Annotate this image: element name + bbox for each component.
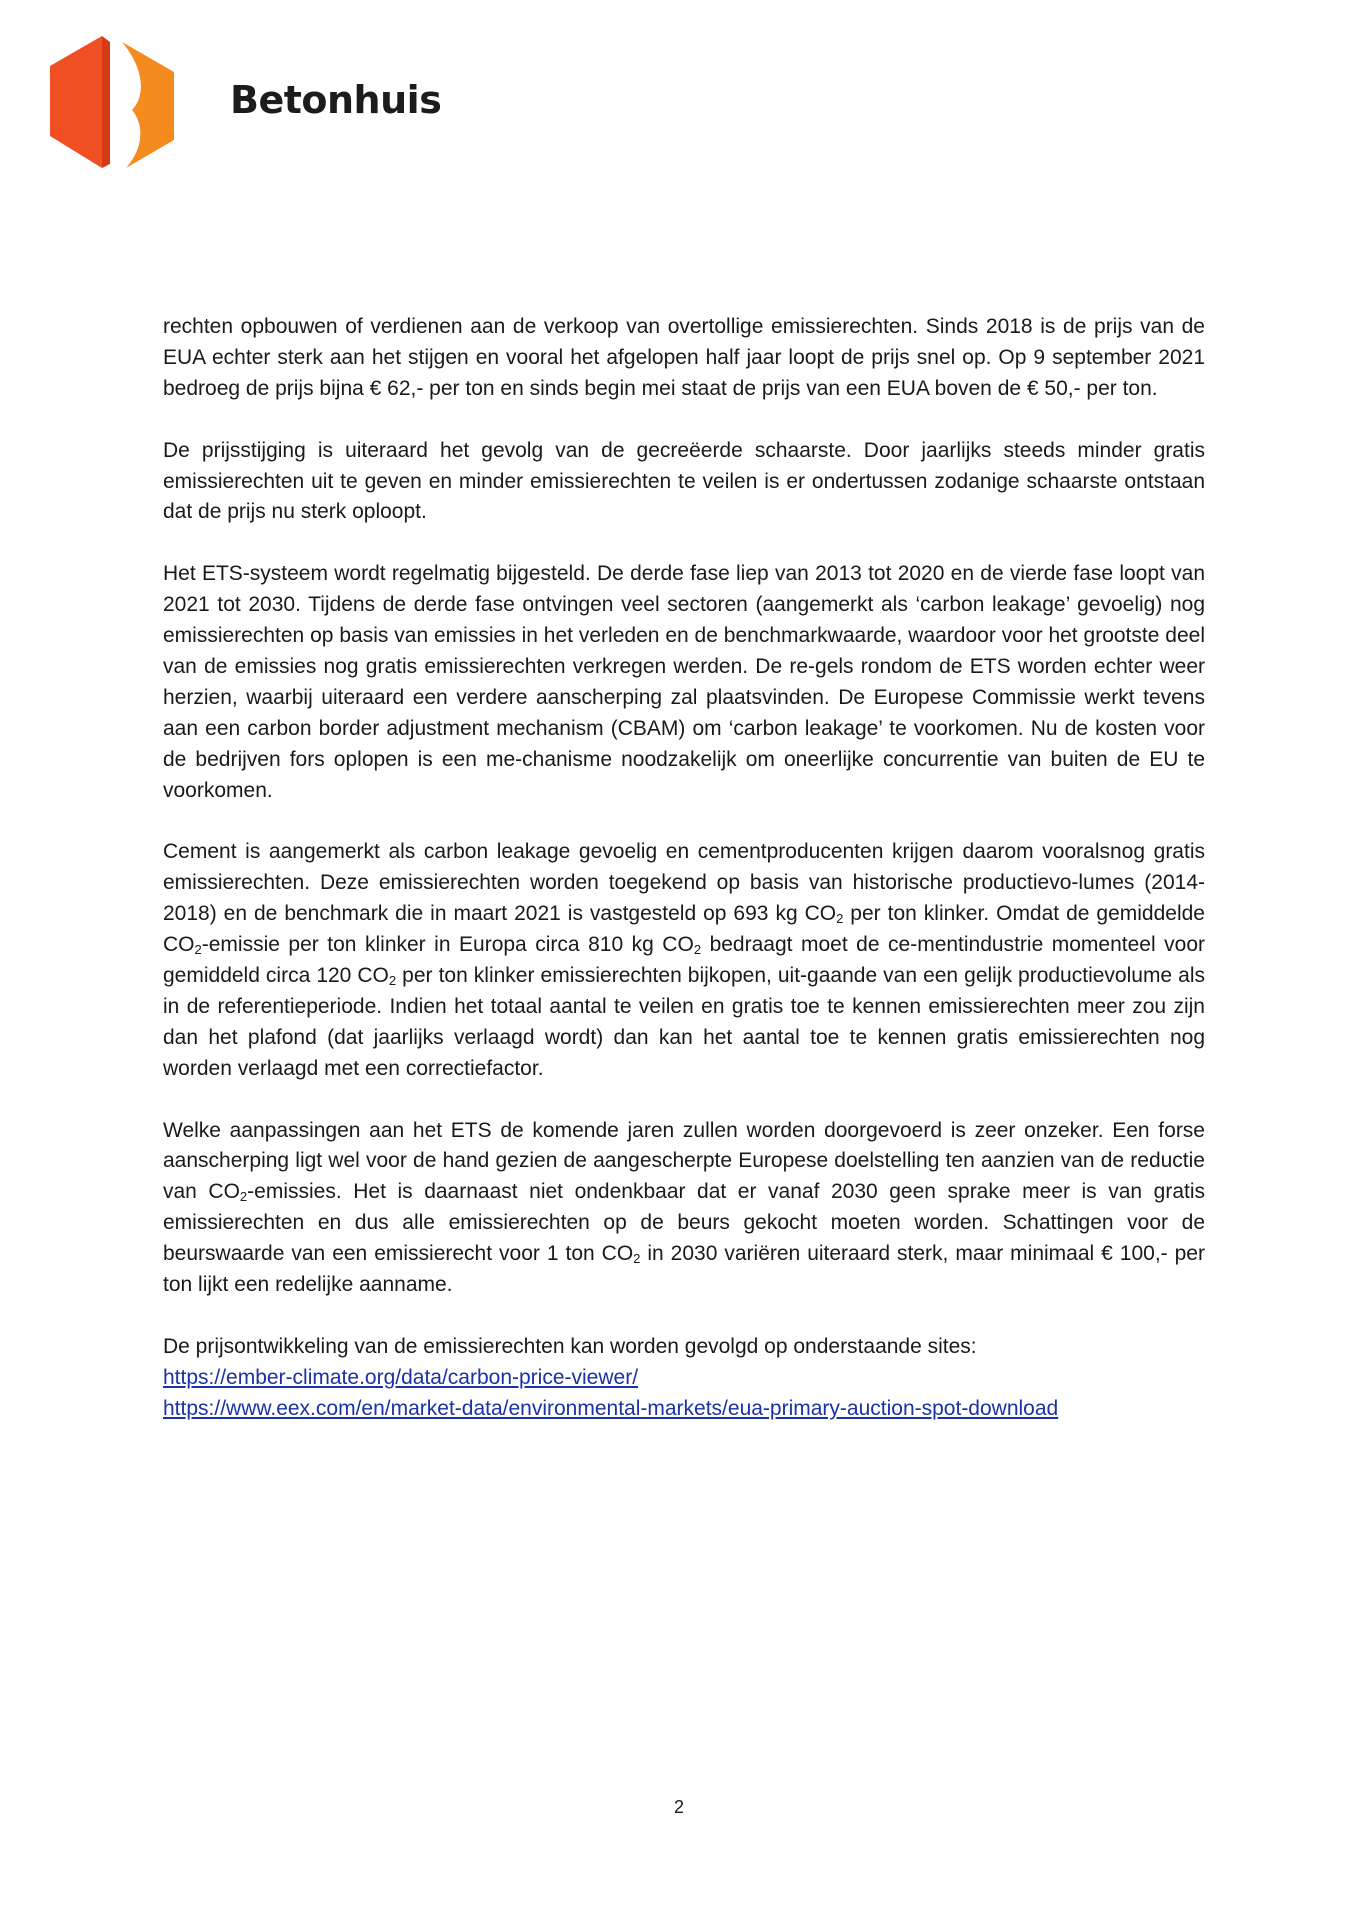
paragraph-1: rechten opbouwen of verdienen aan de verkoop van overtollige emissierechten. Sinds 2018 is de prijs van de EUA echter sterk aan het stijgen en vooral het afgelopen half jaar loopt de prijs snel op. Op 9 september 2021 bedroeg de prijs bijna € 62,- per ton en sinds begin mei staat de prijs van een EUA boven de € 50,- per ton. [163,315,1205,400]
link-ember-carbon-price-viewer[interactable]: https://ember-climate.org/data/carbon-price-viewer/ [163,1365,639,1389]
brand-name: Betonhuis [230,78,442,122]
paragraph-3: Het ETS-systeem wordt regelmatig bijgesteld. De derde fase liep van 2013 tot 2020 en de vierde fase loopt van 2021 tot 2030. Tijdens de derde fase ontvingen veel sectoren (aangemerkt als ‘carbon leakage’ gevoelig) nog emissierechten op basis van emissies in het verleden en de benchmarkwaarde, waardoor voor het grootste deel van de emissies nog gratis emissierechten verkregen werden. De re-gels rondom de ETS worden echter weer herzien, waarbij uiteraard een verdere aanscherping zal plaatsvinden. De Europese Commissie werkt tevens aan een carbon border adjustment mechanism (CBAM) om ‘carbon leakage’ te voorkomen. Nu de kosten voor de bedrijven fors oplopen is een me-chanisme noodzakelijk om oneerlijke concurrentie van buiten de EU te voorkomen. [163,562,1205,802]
links-intro: De prijsontwikkeling van de emissierechten kan worden gevolgd op onderstaande sites: [163,1334,977,1358]
paragraph-4: Cement is aangemerkt als carbon leakage gevoelig en cementproducenten krijgen daarom vooralsnog gratis emissierechten. Deze emissierechten worden toegekend op basis van historische productievo-lumes (2014-2018) en de benchmark die in maart 2021 is vastgesteld op 693 kg $CO_2$ per ton klinker. Omdat de gemiddelde $CO_2$-emissie per ton klinker in Europa circa 810 kg $CO_2$ bedraagt moet de ce-mentindustrie momenteel voor gemiddeld circa 120 $CO_2$ per ton klinker emissierechten bijkopen, uit-gaande van een gelijk productievolume als in de referentieperiode. Indien het totaal aantal te veilen en gratis toe te kennen emissierechten meer zou zijn dan het plafond (dat jaarlijks verlaagd wordt) dan kan het aantal toe te kennen gratis emissierechten nog worden verlaagd met een correctiefactor. [163,840,1206,1080]
document-body [163,312,1205,1425]
brand-logo [50,36,442,170]
betonhuis-logo-icon [50,36,180,170]
paragraph-6 [163,1332,1205,1425]
link-eex-eua-auction-download[interactable]: https://www.eex.com/en/market-data/environmental-markets/eua-primary-auction-spot-download [163,1396,1059,1420]
page-number: 2 [673,1797,684,1817]
paragraph-5: Welke aanpassingen aan het ETS de komende jaren zullen worden doorgevoerd is zeer onzeker. Een forse aanscherping ligt wel voor de hand gezien de aangescherpte Europese doelstelling ten aanzien van de reductie van $CO_2$-emissies. Het is daarnaast niet ondenkbaar dat er vanaf 2030 geen sprake meer is van gratis emissierechten en dus alle emissierechten op de beurs gekocht moeten worden. Schattingen voor de beurswaarde van een emissierecht voor 1 ton $CO_2$ in 2030 variëren uiteraard sterk, maar minimaal € 100,- per ton lijkt een redelijke aanname. [163,1118,1205,1297]
paragraph-2: De prijsstijging is uiteraard het gevolg van de gecreëerde schaarste. Door jaarlijks steeds minder gratis emissierechten uit te geven en minder emissierechten te veilen is er ondertussen zodanige schaarste ontstaan dat de prijs nu sterk oploopt. [163,438,1205,524]
